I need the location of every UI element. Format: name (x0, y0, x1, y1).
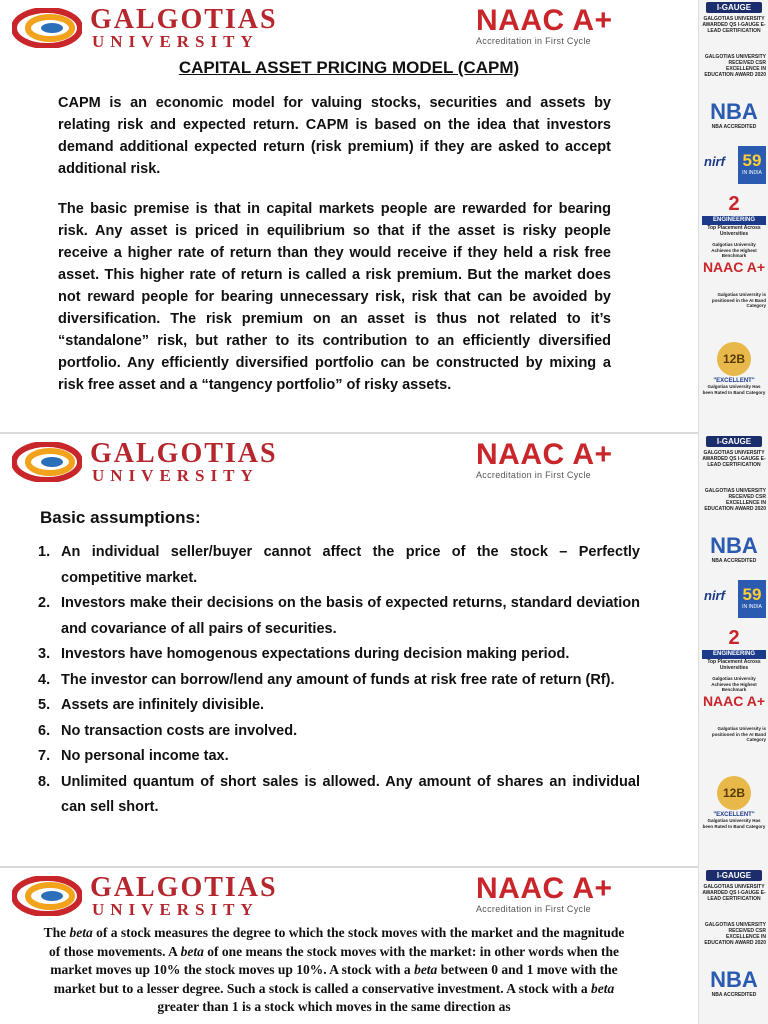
engineering-badge (702, 192, 766, 240)
list-text: Investors have homogenous expectations during decision making period. (61, 646, 570, 662)
iguage-tag: I-GAUGE (706, 870, 762, 881)
csr-award-badge (702, 54, 766, 98)
nirf-badge (702, 580, 766, 624)
naac-subtitle: Accreditation in First Cycle (476, 470, 591, 480)
ai-text: Galgotias University is positioned in the AI Band Category (711, 292, 766, 308)
slide-title: CAPITAL ASSET PRICING MODEL (CAPM) (178, 58, 520, 77)
slide-beta (0, 868, 698, 1024)
list-item (38, 770, 640, 821)
awards-sidebar (698, 0, 768, 1024)
list-number: 6. (38, 722, 51, 739)
galgotias-logo (12, 440, 342, 484)
beta-text: of one means the stock moves with the market: in other words when the market moves up 10% the stock moves up 10%. A stock with a (50, 943, 620, 977)
beta-text: between 0 and 1 move with the market but to a lesser degree. Such a stock is called a conservative investment. A stock with a (53, 962, 618, 996)
csr-text: GALGOTIAS UNIVERSITY RECEIVED CSR EXCELLENCE IN EDUCATION AWARD 2020 (704, 922, 766, 946)
list-text: Investors make their decisions on the basis of expected returns, standard deviation and covariance of all pairs of securities. (61, 595, 640, 637)
list-text: Assets are infinitely divisible. (61, 697, 265, 713)
csr-text: GALGOTIAS UNIVERSITY RECEIVED CSR EXCELLENCE IN EDUCATION AWARD 2020 (704, 488, 766, 512)
naac-badge (476, 874, 636, 918)
csr-text: GALGOTIAS UNIVERSITY RECEIVED CSR EXCELLENCE IN EDUCATION AWARD 2020 (704, 54, 766, 78)
galgotias-logo (12, 874, 342, 918)
beta-text: greater than 1 is a stock which moves in the same direction as (157, 999, 511, 1014)
naac-badge (476, 440, 636, 484)
beta-text: of a stock measures the degree to which the stock moves with the market and the magnitude of those movements. A (48, 925, 625, 959)
nirf-rank: 59 (742, 151, 762, 170)
capm-definition: CAPM is an economic model for valuing stocks, securities and assets by relating risk and expected return. CAPM is based on the idea that investors demand additional expected return (risk premium) if they are asked to accept additional risk. (58, 95, 611, 177)
csr-award-badge (702, 488, 766, 532)
nba-logo: NBA (710, 968, 758, 992)
iguage-badge (702, 2, 766, 52)
naac-title: NAAC A+ (476, 4, 613, 37)
naac-badge (476, 6, 636, 50)
iguage-badge (702, 870, 766, 920)
ugc-12b-badge (702, 770, 766, 854)
beta-paragraph (38, 924, 630, 1017)
naac-side-text: Galgotias University Achieves the Highest Benchmark (711, 242, 757, 258)
ai-band-badge (702, 292, 766, 334)
eng-bar: ENGINEERING (702, 216, 766, 225)
ai-band-badge (702, 726, 766, 768)
galgotias-swirl-icon (12, 8, 82, 48)
nirf-logo: nirf (704, 588, 725, 603)
excellent-label: "EXCELLENT" (713, 812, 755, 818)
list-item (38, 668, 640, 694)
iguage-badge (702, 436, 766, 486)
nirf-badge (702, 146, 766, 190)
list-number: 4. (38, 671, 51, 688)
logo-wordmark: GALGOTIAS (90, 4, 278, 35)
naac-subtitle: Accreditation in First Cycle (476, 904, 591, 914)
list-number: 5. (38, 697, 51, 713)
galgotias-swirl-icon (12, 442, 82, 482)
list-item (38, 719, 640, 745)
ugc-12b-badge (702, 336, 766, 420)
list-number: 1. (38, 544, 51, 560)
nba-badge (702, 534, 766, 578)
12b-seal: 12B (717, 776, 751, 810)
galgotias-logo (12, 6, 342, 50)
eng-text: Top Placement Across Universities (707, 659, 761, 671)
naac-side-badge (702, 242, 766, 290)
iguage-tag: I-GAUGE (706, 2, 762, 13)
naac-title: NAAC A+ (476, 438, 613, 471)
assumptions-list (38, 540, 640, 821)
beta-term: beta (590, 980, 615, 996)
list-item (38, 693, 640, 719)
list-item (38, 744, 640, 770)
galgotias-swirl-icon (12, 876, 82, 916)
list-number: 7. (38, 748, 51, 764)
beta-term: beta (414, 962, 438, 977)
12b-text: Galgotias University Has been Rated In Band Category (702, 818, 766, 829)
eng-bar: ENGINEERING (702, 650, 766, 659)
beta-term: beta (180, 943, 204, 959)
naac-title: NAAC A+ (476, 872, 613, 905)
nirf-sub: IN INDIA (742, 604, 762, 610)
list-text: No transaction costs are involved. (61, 722, 298, 739)
nba-badge (702, 968, 766, 1012)
nirf-logo: nirf (704, 154, 725, 169)
nba-logo: NBA (710, 100, 758, 124)
nirf-rank-box (738, 580, 766, 618)
nirf-rank: 59 (742, 585, 762, 604)
list-text: The investor can borrow/lend any amount of funds at risk free rate of return (Rf). (61, 671, 615, 688)
eng-text: Top Placement Across Universities (707, 225, 761, 237)
naac-side-title: NAAC A+ (702, 692, 766, 709)
iguage-text: GALGOTIAS UNIVERSITY AWARDED QS I-GAUGE E-LEAD CERTIFICATION (702, 884, 766, 902)
logo-wordmark: GALGOTIAS (90, 438, 278, 469)
nirf-sub: IN INDIA (742, 170, 762, 176)
nba-badge (702, 100, 766, 144)
list-number: 3. (38, 646, 51, 662)
naac-subtitle: Accreditation in First Cycle (476, 36, 591, 46)
awards-panel (702, 436, 766, 856)
logo-subword: UNIVERSITY (92, 32, 259, 51)
12b-text: Galgotias University Has been Rated In Band Category (702, 384, 766, 395)
engineering-badge (702, 626, 766, 674)
iguage-text: GALGOTIAS UNIVERSITY AWARDED QS I-GAUGE E-LEAD CERTIFICATION (702, 16, 766, 34)
nirf-rank-box (738, 146, 766, 184)
list-text: An individual seller/buyer cannot affect the price of the stock – Perfectly competitive market. (61, 544, 640, 586)
list-number: 8. (38, 773, 51, 790)
slide-assumptions (0, 434, 698, 866)
csr-award-badge (702, 922, 766, 966)
list-text: Unlimited quantum of short sales is allowed. Any amount of shares an individual can sell short. (61, 773, 640, 815)
list-item (38, 591, 640, 642)
iguage-text: GALGOTIAS UNIVERSITY AWARDED QS I-GAUGE E-LEAD CERTIFICATION (702, 450, 766, 468)
excellent-label: "EXCELLENT" (713, 378, 755, 384)
logo-wordmark: GALGOTIAS (90, 872, 278, 903)
assumptions-heading: Basic assumptions: (40, 508, 201, 527)
eng-rank: 2 (728, 627, 740, 649)
nba-logo: NBA (710, 534, 758, 558)
nba-text: NBA ACCREDITED (711, 992, 757, 998)
list-item (38, 540, 640, 591)
eng-rank: 2 (728, 193, 740, 215)
slide-capm-intro (0, 0, 698, 432)
awards-panel (702, 2, 766, 422)
list-item (38, 642, 640, 668)
12b-seal: 12B (717, 342, 751, 376)
awards-panel (702, 870, 766, 1024)
logo-subword: UNIVERSITY (92, 466, 259, 485)
beta-term: beta (69, 925, 93, 940)
naac-side-text: Galgotias University Achieves the Highest Benchmark (711, 676, 757, 692)
list-number: 2. (38, 595, 51, 611)
nba-text: NBA ACCREDITED (711, 124, 757, 130)
naac-side-title: NAAC A+ (702, 258, 766, 275)
capm-premise: The basic premise is that in capital markets people are rewarded for bearing risk. Any asset is priced in equilibrium so that if the asset is risky people receive a higher rate of return than they would receive if they held a risk free asset. This higher rate of return is called a risk premium. But the market does not reward people for bearing unnecessary risk, risk that can be avoided by diversification. The risk premium on an asset is thus not related to it’s “standalone” risk, but rather to its contribution to an efficiently diversified portfolio. Any efficiently diversified portfolio can be constructed by mixing a risk free asset and a “tangency portfolio” of risky assets. (58, 201, 611, 393)
naac-side-badge (702, 676, 766, 724)
ai-text: Galgotias University is positioned in the AI Band Category (711, 726, 766, 742)
iguage-tag: I-GAUGE (706, 436, 762, 447)
list-text: No personal income tax. (61, 748, 229, 764)
nba-text: NBA ACCREDITED (711, 558, 757, 564)
logo-subword: UNIVERSITY (92, 900, 259, 919)
beta-text: The (43, 925, 70, 940)
